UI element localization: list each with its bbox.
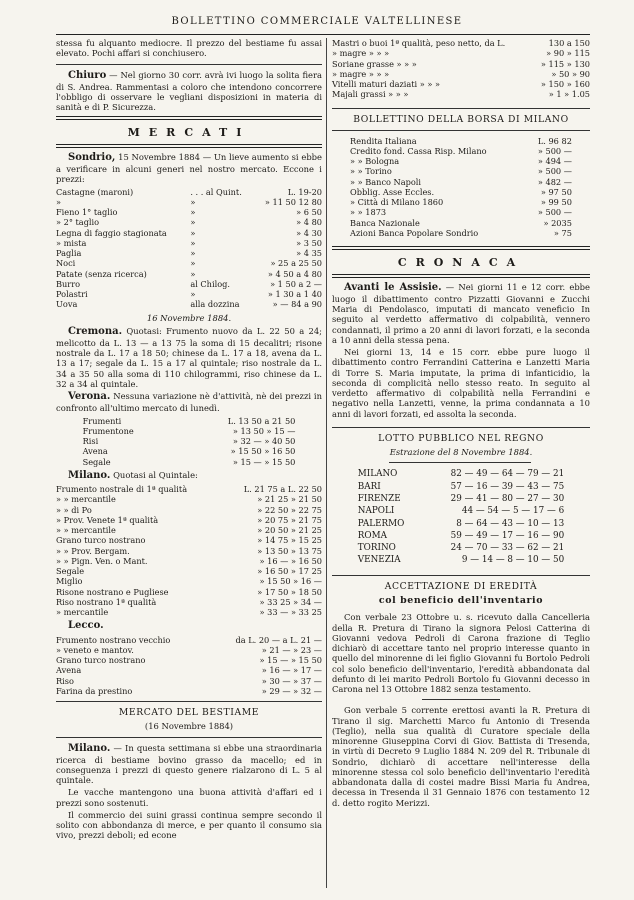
- lotto-row-cell: 8 — 64 — 43 — 10 — 13: [456, 518, 565, 529]
- lecco-row-cell: Farina da prestino: [56, 685, 133, 696]
- assise-lead: Avanti le Assisie.: [344, 281, 442, 293]
- lecco-row-cell: Grano turco nostrano: [56, 655, 146, 666]
- chiuro-lead: Chiuro: [68, 69, 107, 81]
- borsa-row-cell: » Città di Milano 1860: [350, 197, 444, 208]
- sondrio-row-cell: »: [190, 196, 196, 207]
- sondrio-row-cell: »: [190, 227, 196, 238]
- lecco-row-cell: da L. 20 — a L. 21 —: [235, 634, 322, 645]
- borsa-row-cell: » 494 —: [537, 156, 572, 167]
- sondrio-row-cell: » 3 50: [296, 237, 322, 248]
- sondrio-row-cell: Noci: [56, 258, 76, 269]
- verona-row-cell: » 15 50 » 16 50: [230, 446, 296, 457]
- lotto-row-cell: 9 — 14 — 8 — 10 — 50: [461, 555, 565, 566]
- borsa-row: [350, 166, 572, 176]
- milano-paragraph: [56, 470, 322, 482]
- sondrio-row-cell: Paglia: [56, 248, 82, 259]
- borsa-row-cell: » » Banco Napoli: [350, 176, 422, 187]
- borsa-row-cell: Azioni Banca Popolare Sondrio: [350, 227, 479, 238]
- bestiame-title: MERCATO DEL BESTIAME: [118, 707, 260, 719]
- verona-row-cell: Frumentone: [82, 425, 134, 436]
- borsa-row-cell: Obblig. Asse Eccles.: [350, 186, 435, 197]
- sondrio-text: 15 Novembre 1884 — Un lieve aumento si ebbe a verificare in alcuni generi nel nostro mercato. Eccone i prezzi:: [56, 151, 322, 185]
- verona-row: [83, 457, 296, 467]
- price-row-cell: Mastri o buoi 1ª qualità, peso netto, da L.: [332, 38, 506, 48]
- sondrio-row-cell: alla dozzina: [190, 299, 240, 310]
- sondrio-row-cell: »: [190, 207, 196, 218]
- chiuro-text: — Nel giorno 30 corr. avrà ivi luogo la solita fiera di S. Andrea. Rammentasi a coloro che intendono concorrere l'obbligo di osservare le vegliani disposizioni in materia di sanità e di P. Sicurezza.: [56, 69, 322, 113]
- milano-row: [56, 535, 322, 545]
- milano-row: [56, 525, 322, 535]
- sondrio-row-cell: » 4 80: [296, 217, 322, 228]
- cremona-lead: Cremona.: [68, 325, 123, 337]
- verona-row-cell: Segale: [82, 456, 111, 467]
- sondrio-row-cell: » 2° taglio: [56, 217, 100, 228]
- lecco-row-cell: » 21 — » 23 —: [261, 644, 322, 655]
- borsa-row-cell: » » Torino: [350, 166, 392, 177]
- lotto-row: [358, 505, 564, 517]
- borsa-row-cell: » 75: [553, 227, 572, 238]
- milano-row-cell: » 21 25 » 21 50: [257, 494, 322, 505]
- price-row-cell: » magre » » »: [332, 48, 390, 59]
- date-line: 16 Novembre 1884.: [146, 312, 232, 323]
- bestiame-date: (16 Novembre 1884): [144, 721, 234, 732]
- verona-row-cell: Avena: [82, 446, 108, 457]
- milano-row-cell: Grano turco nostrano: [56, 535, 146, 546]
- lotto-title: LOTTO PUBBLICO NEL REGNO: [378, 432, 544, 444]
- borsa-row: [350, 177, 572, 187]
- lotto-row: [358, 481, 564, 493]
- double-rule: [56, 144, 322, 148]
- sondrio-row-cell: »: [190, 289, 196, 300]
- borsa-row: [350, 218, 572, 228]
- milano2-lead: Milano.: [68, 742, 111, 754]
- sondrio-row-cell: Polastri: [56, 289, 88, 300]
- column-divider: [326, 38, 327, 888]
- milano-row: [56, 587, 322, 597]
- lecco-row: [56, 635, 322, 645]
- sondrio-row: [56, 197, 322, 207]
- sondrio-row-cell: L. 19-20: [287, 186, 322, 197]
- vacche-paragraph: Le vacche mantengono una buona attività d'affari ed i prezzi sono sostenuti.: [56, 787, 322, 808]
- divider: [422, 699, 499, 700]
- milano-row-cell: » » Pign. Ven. o Mant.: [56, 555, 148, 566]
- milano-row-cell: Frumento nostrale di 1ª qualità: [56, 484, 188, 495]
- intro-paragraph: stessa fu alquanto mediocre. Il prezzo del bestiame fu assai elevato. Pochi affari si conchiusero.: [56, 38, 322, 59]
- lotto-row-cell: FIRENZE: [357, 493, 401, 504]
- borsa-row-cell: Rendita Italiana: [350, 135, 417, 146]
- sondrio-row-cell: Patate (senza ricerca): [56, 268, 147, 279]
- divider: [332, 130, 590, 131]
- price-row-cell: » 150 » 160: [540, 79, 590, 89]
- verona-row-cell: » 32 — » 40 50: [232, 436, 296, 447]
- milano-row: [56, 576, 322, 586]
- lecco-row-cell: » 30 — » 37 —: [261, 675, 322, 686]
- price-row-cell: » magre » » »: [332, 68, 390, 79]
- chiuro-paragraph: [56, 70, 322, 113]
- sondrio-row-cell: » 6 50: [296, 207, 322, 218]
- milano-row-cell: » 20 50 » 21 25: [257, 525, 322, 536]
- milano-row: [56, 556, 322, 566]
- milano-row-cell: Segale: [56, 566, 85, 577]
- lotto-row-cell: 29 — 41 — 80 — 27 — 30: [450, 493, 565, 504]
- sondrio-row: [56, 279, 322, 289]
- lotto-row: [358, 554, 564, 566]
- sondrio-row-cell: » 25 a 25 50: [270, 258, 322, 269]
- assise-text: — Nei giorni 11 e 12 corr. ebbe luogo il dibattimento contro Pizzatti Giovanni e Zucchi Maria di Pendolasco, imputati di mancato veneficio In seguito al verdetto affermativo di colpabilità, vennero condannati, il primo a 20 anni di lavori forzati, e la seconda a 10 anni della stessa pena.: [332, 281, 590, 345]
- borsa-row-cell: » 500 —: [537, 207, 572, 218]
- price-row: [332, 59, 590, 69]
- lecco-row: [56, 686, 322, 696]
- eredita-title: ACCETTAZIONE DI EREDITÀ: [384, 580, 538, 592]
- milano-row: [56, 494, 322, 504]
- milano-row: [56, 597, 322, 607]
- sondrio-row-cell: » 4 35: [296, 248, 322, 259]
- lotto-row-cell: 44 — 54 — 5 — 17 — 6: [461, 506, 565, 517]
- eredita-paragraph-2: Gon verbale 5 corrente erettosi avanti la R. Pretura di Tirano il sig. Marchetti Marco fu Antonio di Tresenda (Teglio), nella sua qualità di Curatore speciale della minorenne Giuseppina Corvi di Giov. Battista di Tresenda, in virtù di Decreto 9 Luglio 1884 N. 209 del R. Tribunale di Sondrio, dichiarò di accettare nell'interesse della minorenne stessa col solo beneficio dell'inventario l'eredità abbandonata dalla di costei madre Bissi Maria fu Andrea, decessa in Tresenda il 31 Gennaio 1876 con testamento 12 d. detto rogito Merizzi.: [332, 705, 590, 808]
- lotto-row-cell: VENEZIA: [357, 555, 401, 566]
- sondrio-row: [56, 289, 322, 299]
- milano-row-cell: » mercantile: [56, 607, 109, 618]
- sondrio-row: [56, 258, 322, 268]
- verona-text: Nessuna variazione nè d'attività, nè dei prezzi in confronto all'ultimo mercato di lunedì.: [56, 391, 322, 414]
- sondrio-row-cell: » 4 50 a 4 80: [267, 268, 322, 279]
- sondrio-paragraph: [56, 152, 322, 185]
- borsa-row-cell: Banca Nazionale: [350, 217, 420, 228]
- verona-row: [83, 426, 296, 436]
- lotto-row-cell: 57 — 16 — 39 — 43 — 75: [450, 481, 565, 492]
- milano-row-cell: » 15 50 » 16 —: [259, 576, 322, 587]
- price-row: [332, 69, 590, 79]
- cremona-paragraph: [56, 326, 322, 389]
- borsa-row-cell: » 99 50: [540, 197, 572, 208]
- verona-row: [83, 416, 296, 426]
- price-row-cell: » 115 » 130: [540, 58, 590, 69]
- lecco-row: [56, 645, 322, 655]
- price-row: [332, 79, 590, 89]
- milano-table: [56, 484, 322, 617]
- sondrio-row-cell: Fieno 1° taglio: [56, 207, 118, 218]
- milano-row-cell: » 17 50 » 18 50: [257, 586, 322, 597]
- lecco-table: [56, 635, 322, 697]
- right-column: [332, 38, 590, 810]
- left-column: [56, 38, 322, 843]
- lotto-row: [358, 518, 564, 530]
- sondrio-row-cell: » 1 30 a 1 40: [267, 289, 322, 300]
- lecco-row-cell: Riso: [56, 675, 74, 686]
- milano2-text: — In questa settimana si ebbe una straordinaria ricerca di bestiame bovino grasso da macello; ed in conseguenza i prezzi di questo genere rialzarono di L. 5 al quintale.: [56, 742, 322, 786]
- lotto-row-cell: TORINO: [357, 543, 396, 554]
- sondrio-row-cell: » mista: [56, 237, 87, 248]
- milano-row: [56, 607, 322, 617]
- verona-table: [83, 416, 296, 467]
- verona-paragraph: [56, 391, 322, 413]
- sondrio-row: [56, 238, 322, 248]
- sondrio-row-cell: »: [56, 196, 62, 207]
- borsa-row-cell: » 2035: [543, 217, 572, 228]
- borsa-row: [350, 187, 572, 197]
- lotto-row: [358, 468, 564, 480]
- price-row-cell: 130 a 150: [548, 38, 590, 48]
- milano-row-cell: » 16 — » 16 50: [259, 555, 322, 566]
- milano-row-cell: L. 21 75 a L. 22 50: [243, 484, 322, 495]
- verona-lead: Verona.: [68, 391, 111, 403]
- divider: [56, 737, 322, 738]
- lecco-row-cell: » 15 — » 15 50: [259, 655, 322, 666]
- borsa-table: [350, 136, 572, 239]
- lecco-row-cell: Frumento nostrano vecchio: [56, 634, 171, 645]
- price-row-cell: Vitelli maturi daziati » » »: [332, 79, 441, 89]
- lotto-subtitle: Estrazione del 8 Novembre 1884.: [389, 447, 533, 458]
- sondrio-row-cell: » 1 50 a 2 —: [270, 278, 322, 289]
- sondrio-row-cell: »: [190, 258, 196, 269]
- lecco-paragraph: [56, 620, 322, 632]
- sondrio-row-cell: »: [190, 248, 196, 259]
- sondrio-row-cell: al Chilog.: [190, 278, 230, 289]
- masthead: BOLLETTINO COMMERCIALE VALTELLINESE: [171, 16, 463, 27]
- borsa-row: [350, 156, 572, 166]
- borsa-row-cell: » 97 50: [540, 186, 572, 197]
- lecco-lead: Lecco.: [68, 620, 104, 632]
- sondrio-row-cell: »: [190, 217, 196, 228]
- milano-row-cell: » 16 50 » 17 25: [257, 566, 322, 577]
- borsa-row-cell: » » 1873: [350, 207, 387, 218]
- price-row-cell: » 90 » 115: [546, 48, 590, 59]
- borsa-row-cell: Credito fond. Cassa Risp. Milano: [350, 145, 487, 156]
- lotto-row: [358, 542, 564, 554]
- mercati-title: MERCATI: [127, 126, 251, 140]
- sondrio-row: [56, 207, 322, 217]
- price-row: [332, 89, 590, 99]
- sondrio-row-cell: . . . al Quint.: [190, 186, 242, 197]
- milano-row-cell: » 14 75 » 15 25: [257, 535, 322, 546]
- eredita-subtitle: col beneficio dell'inventario: [378, 595, 544, 606]
- milano-row-cell: » Prov. Venete 1ª qualità: [56, 514, 159, 525]
- divider: [56, 64, 322, 65]
- lotto-row: [358, 530, 564, 542]
- sondrio-table: [56, 187, 322, 310]
- sondrio-row-cell: Castagne (maroni): [56, 186, 134, 197]
- top-rule: [56, 34, 590, 35]
- lotto-row-cell: MILANO: [357, 469, 398, 480]
- verona-row-cell: Risi: [82, 436, 99, 447]
- milano-row-cell: » » di Po: [56, 504, 92, 515]
- borsa-title: BOLLETTINO DELLA BORSA DI MILANO: [353, 113, 569, 125]
- lotto-row-cell: PALERMO: [357, 518, 405, 529]
- lecco-row: [56, 676, 322, 686]
- milano-row-cell: » 13 50 » 13 75: [257, 545, 322, 556]
- divider: [332, 575, 590, 576]
- suini-paragraph: Il commercio dei suini grassi continua sempre secondo il solito con abbondanza di merce, e per quanto il consumo sia vivo, prezzi deboli; ed econe: [56, 809, 322, 841]
- milano-row-cell: » 33 25 » 34 —: [259, 596, 322, 607]
- sondrio-row-cell: » 4 30: [296, 227, 322, 238]
- lecco-row-cell: » 29 — » 32 —: [261, 685, 322, 696]
- price-row-cell: Majali grassi » » »: [332, 89, 409, 100]
- milano-row: [56, 515, 322, 525]
- divider: [56, 701, 322, 702]
- lotto-row-cell: 24 — 70 — 33 — 62 — 21: [450, 543, 565, 554]
- sondrio-row: [56, 228, 322, 238]
- borsa-row-cell: L. 96 82: [537, 135, 572, 146]
- milano-text: Quotasi al Quintale:: [110, 469, 198, 480]
- sondrio-row-cell: »: [190, 237, 196, 248]
- verona-row-cell: » 15 — » 15 50: [232, 456, 296, 467]
- milano-row-cell: Riso nostrano 1ª qualità: [56, 596, 157, 607]
- lecco-row-cell: Avena: [56, 665, 82, 676]
- lotto-row-cell: ROMA: [357, 530, 387, 541]
- price-row-cell: » 1 » 1.05: [548, 89, 590, 100]
- sondrio-row-cell: Uova: [56, 299, 78, 310]
- borsa-row: [350, 146, 572, 156]
- double-rule: [332, 246, 590, 250]
- milano-row-cell: » 33 — » 33 25: [259, 607, 322, 618]
- sondrio-row-cell: Burro: [56, 278, 81, 289]
- lecco-row: [56, 655, 322, 665]
- sondrio-row: [56, 269, 322, 279]
- borsa-row: [350, 228, 572, 238]
- milano-row: [56, 546, 322, 556]
- borsa-row: [350, 207, 572, 217]
- lotto-row-cell: NAPOLI: [357, 506, 395, 517]
- sondrio-row-cell: » 11 50 12 80: [264, 196, 322, 207]
- cremona-text: Quotasi: Frumento nuovo da L. 22 50 a 24; melicotto da L. 13 — a 13 75 la soma di 15 decalitri; risone nostrale da L. 17 a 18 50; chinese da L. 17 a 18, avena da L. 13 a 17; segale da L. 15 a 17 al quintale; riso nostrale da L. 34 a 35 50 alla soma di 110 chilogrammi, riso chinese da L. 32 a 34 al quintale.: [56, 325, 322, 389]
- milano-lead: Milano.: [68, 469, 111, 481]
- verona-row-cell: » 13 50 » 15 —: [232, 425, 296, 436]
- milano-row: [56, 566, 322, 576]
- sondrio-row-cell: »: [190, 268, 196, 279]
- price-row: [332, 48, 590, 58]
- milano2-paragraph: [56, 743, 322, 786]
- sondrio-row: [56, 299, 322, 309]
- lotto-table: [358, 468, 564, 567]
- bestiame-price-table: [332, 38, 590, 100]
- sondrio-row-cell: » — 84 a 90: [272, 299, 322, 310]
- lotto-row-cell: BARI: [357, 481, 381, 492]
- divider: [332, 108, 590, 109]
- sondrio-row-cell: Legna di faggio stagionata: [56, 227, 167, 238]
- milano-row-cell: » » Prov. Bergam.: [56, 545, 130, 556]
- borsa-row-cell: » 482 —: [537, 176, 572, 187]
- milano-row-cell: Risone nostrano e Pugliese: [56, 586, 169, 597]
- borsa-row: [350, 136, 572, 146]
- assise-paragraph-2: Nei giorni 13, 14 e 15 corr. ebbe pure luogo il dibattimento contro Ferrandini Catterina e Lanzetti Maria di Torre S. Maria imputate, la prima di infanticidio, la seconda di complicità nello stesso reato. In seguito al verdetto affermativo di colpabilità nella Ferrandini e negativo nella Lanzetti, venne, la prima condannata a 10 anni di lavori forzati, ed assolta la seconda.: [332, 347, 590, 419]
- lotto-row: [358, 493, 564, 505]
- double-rule: [332, 274, 590, 278]
- milano-row: [56, 484, 322, 494]
- price-row: [332, 38, 590, 48]
- cronaca-title: CRONACA: [397, 256, 525, 270]
- price-row-cell: Soriane grasse » » »: [332, 58, 417, 69]
- lecco-row-cell: » veneto e mantov.: [56, 644, 134, 655]
- verona-row-cell: Frumenti: [82, 415, 122, 426]
- milano-row-cell: » 22 50 » 22 75: [257, 504, 322, 515]
- assise-paragraph: [332, 282, 590, 345]
- milano-row-cell: » » mercantile: [56, 525, 116, 536]
- milano-row-cell: » 20 75 » 21 75: [257, 514, 322, 525]
- sondrio-row: [56, 187, 322, 197]
- lecco-row: [56, 665, 322, 675]
- sondrio-row: [56, 248, 322, 258]
- milano-row: [56, 505, 322, 515]
- borsa-row-cell: » 500 —: [537, 166, 572, 177]
- verona-row: [83, 436, 296, 446]
- divider: [332, 427, 590, 428]
- eredita-paragraph-1: Con verbale 23 Ottobre u. s. ricevuto dalla Cancelleria della R. Pretura di Tirano la signora Pelosi Catterina di Giovanni vedova Pedroli di Carona frazione di Teglio dichiarò di accettare tanto nel proprio interesse quanto in quello del minorenne di lei figlio Giovanni fu Bortolo Pedroli col solo beneficio dell'inventario, l'eredità abbandonata dal defunto di lei marito Pedroli Bortolo fu Giovanni decesso in Carona nel 13 Ottobre 1882 senza testamento.: [332, 612, 590, 695]
- double-rule: [56, 116, 322, 120]
- sondrio-lead: Sondrio,: [68, 151, 116, 163]
- sondrio-row: [56, 217, 322, 227]
- lecco-row-cell: » 16 — » 17 —: [261, 665, 322, 676]
- milano-row-cell: Miglio: [56, 576, 83, 587]
- borsa-row: [350, 197, 572, 207]
- borsa-row-cell: » 500 —: [537, 145, 572, 156]
- borsa-row-cell: » » Bologna: [350, 156, 400, 167]
- verona-row: [83, 446, 296, 456]
- lotto-row-cell: 59 — 49 — 17 — 16 — 90: [450, 530, 565, 541]
- verona-row-cell: L. 13 50 a 21 50: [227, 415, 296, 426]
- milano-row-cell: » » mercantile: [56, 494, 116, 505]
- lotto-row-cell: 82 — 49 — 64 — 79 — 21: [450, 469, 565, 480]
- divider: [389, 462, 531, 463]
- price-row-cell: » 50 » 90: [551, 68, 590, 79]
